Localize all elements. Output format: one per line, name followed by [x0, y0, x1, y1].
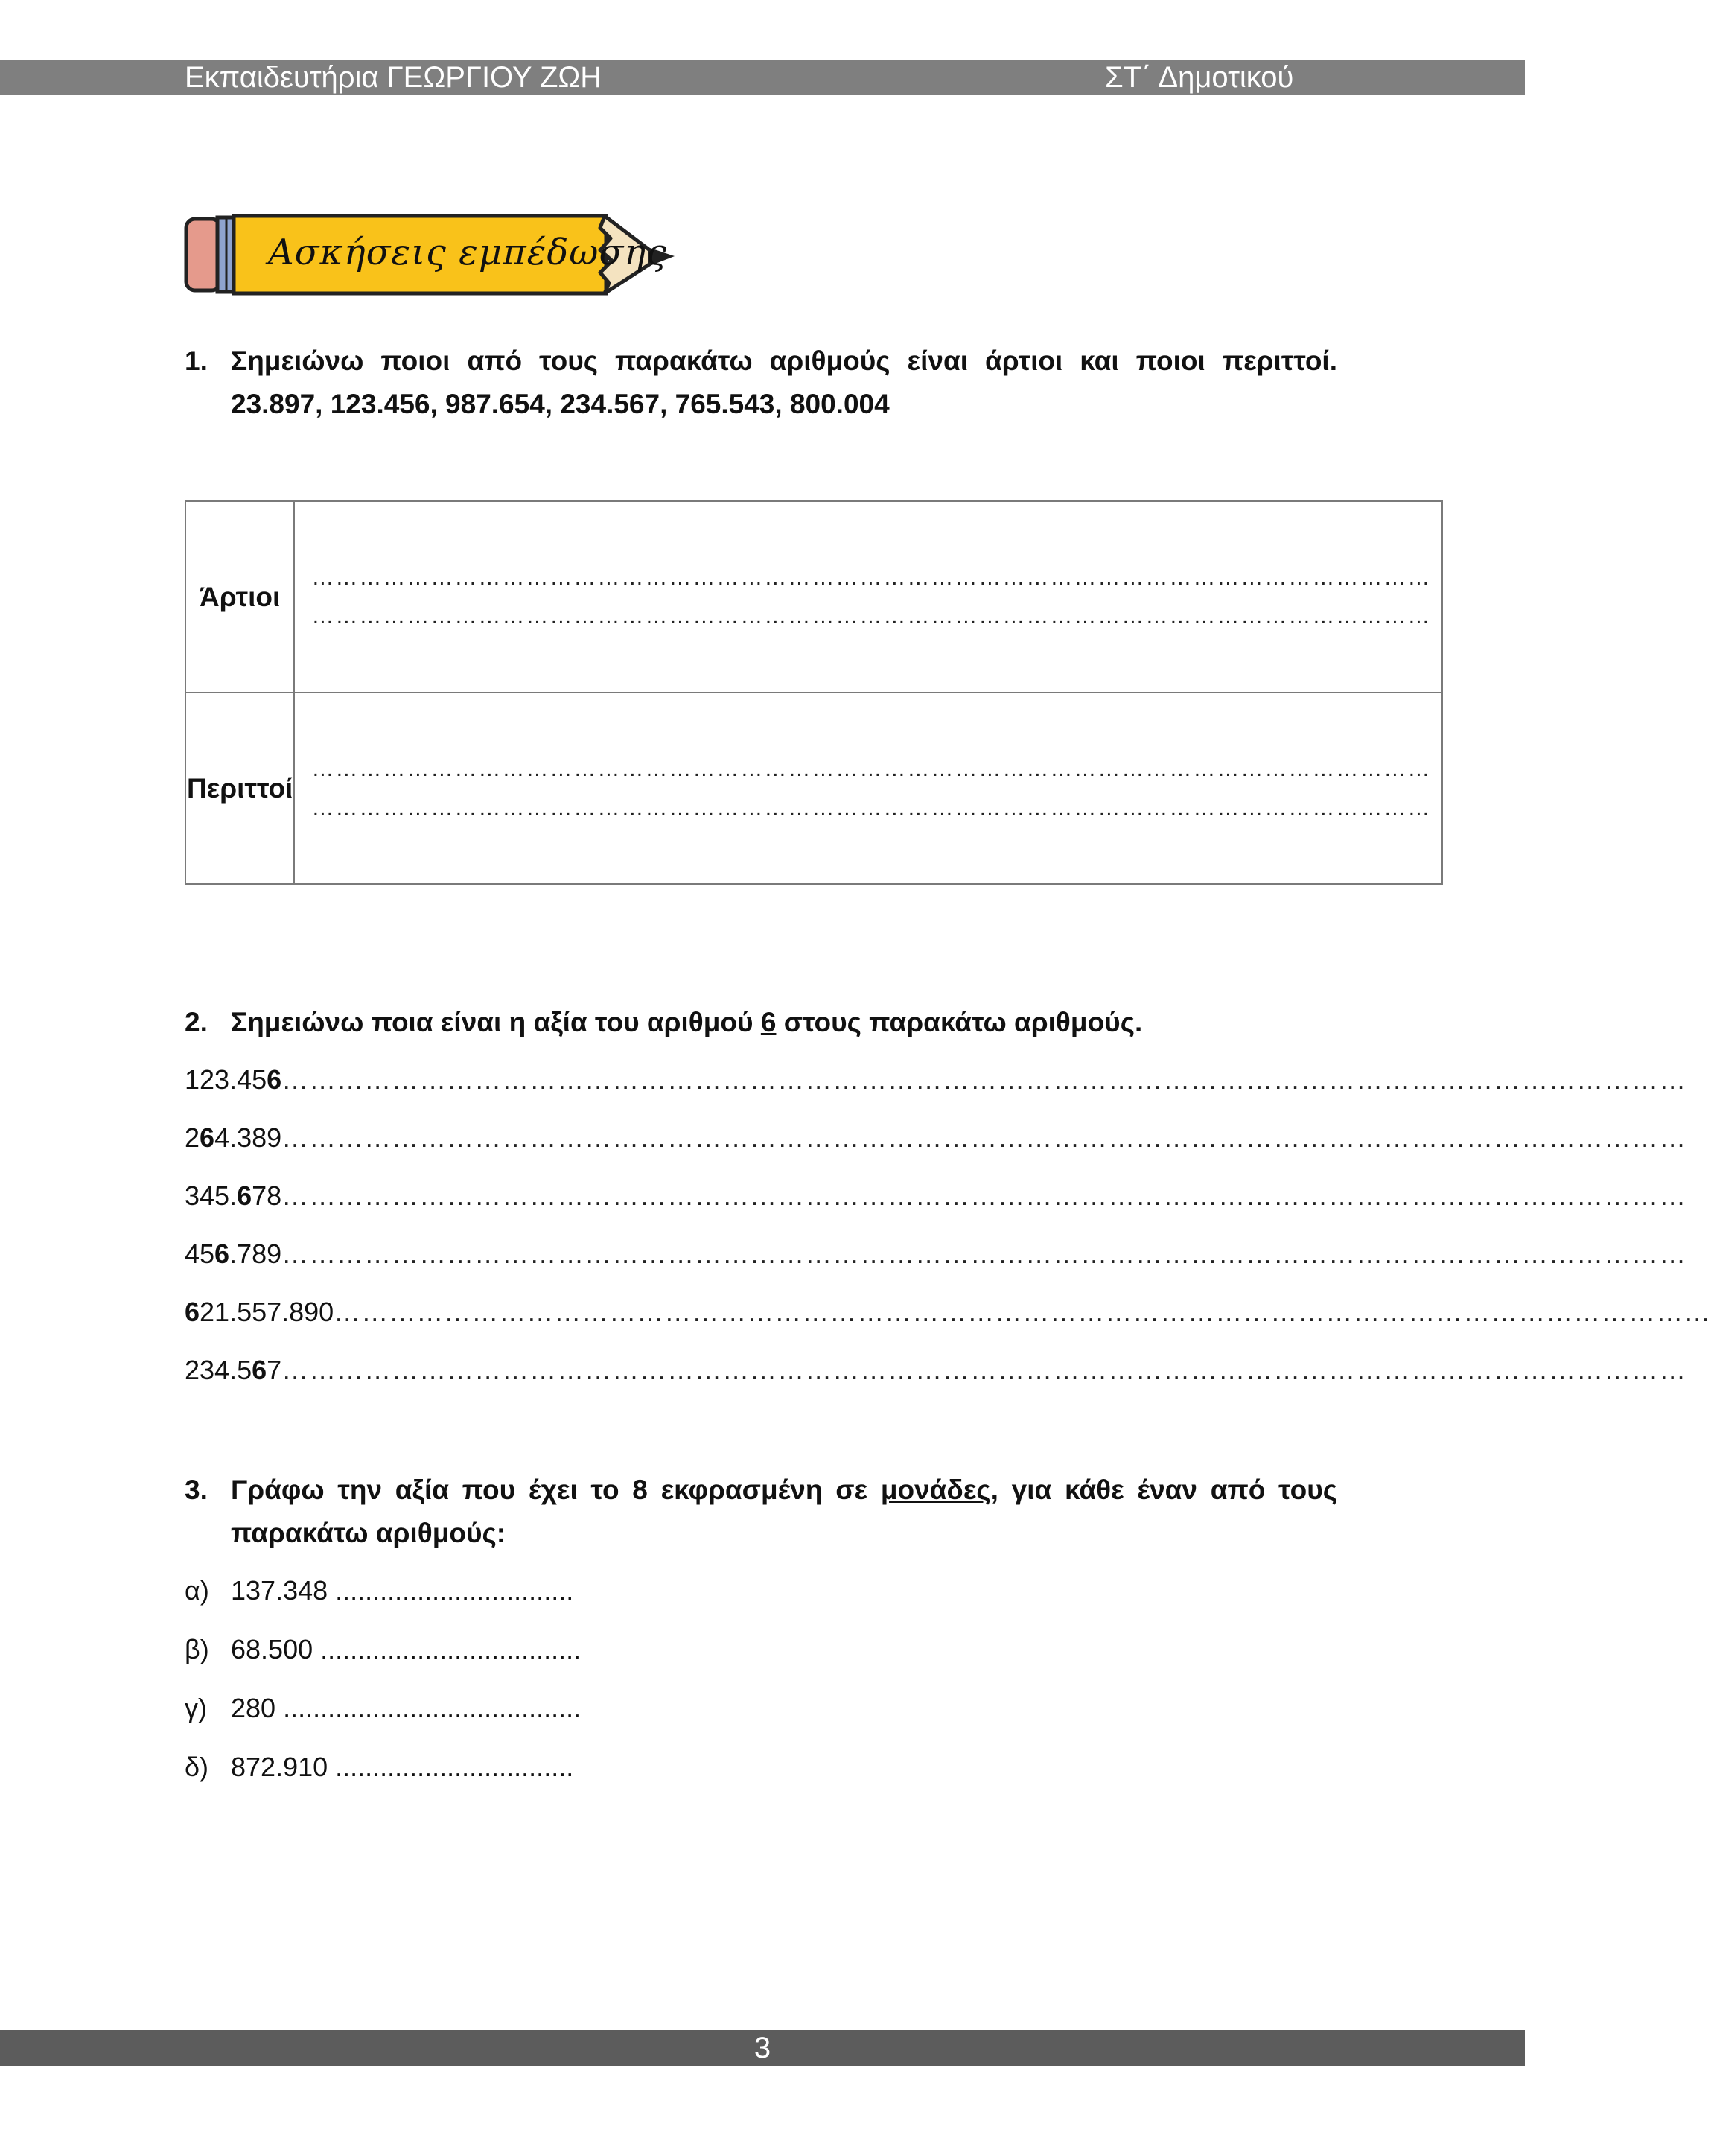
list-item[interactable]: 68.500 ................................... [231, 1634, 582, 1664]
table-row [185, 693, 1442, 884]
grade-label: ΣΤ΄ Δημοτικού [1105, 61, 1294, 94]
question-2-text: Σημειώνω ποια είναι η αξία του αριθμού 6 στους παρακάτω αριθμούς. [231, 1007, 1143, 1037]
answer-line: …………………………………………………………………………………………………………………………… [311, 795, 1432, 820]
underlined-word: μονάδες [880, 1475, 991, 1505]
odd-label: Περιττοί [185, 693, 294, 884]
table-row [185, 501, 1442, 693]
item-letter: β) [185, 1634, 209, 1664]
underlined-digit: 6 [760, 1007, 777, 1037]
answer-line: …………………………………………………………………………………………………………………………… [311, 756, 1432, 781]
list-item[interactable]: 621.557.890…………………………………………………………………………………………………………………………………… [185, 1297, 1711, 1327]
page-header [0, 60, 1525, 95]
question-1-numbers: 23.897, 123.456, 987.654, 234.567, 765.543, 800.004 [231, 389, 890, 419]
answer-line: …………………………………………………………………………………………………………………………… [311, 603, 1432, 629]
odd-answer-area[interactable] [294, 693, 1442, 884]
parity-table [185, 500, 1443, 885]
page-number: 3 [753, 2032, 771, 2064]
list-item[interactable]: 123.456……………………………………………………………………………………………………………………………………… [185, 1064, 1687, 1095]
answer-line: …………………………………………………………………………………………………………………………… [311, 565, 1432, 590]
question-3-number: 3. [185, 1475, 208, 1505]
banner-title: Ασκήσεις εμπέδωσης [268, 232, 667, 273]
list-item[interactable]: 280 ........................................ [231, 1693, 582, 1723]
list-item[interactable]: 137.348 ................................ [231, 1575, 574, 1606]
question-1-text: Σημειώνω ποιοι από τους παρακάτω αριθμούς είναι άρτιοι και ποιοι περιττοί. [231, 346, 1337, 376]
question-3-text-line2: παρακάτω αριθμούς: [231, 1518, 506, 1548]
list-item[interactable]: 456.789……………………………………………………………………………………………………………………………………… [185, 1238, 1687, 1269]
list-item[interactable]: 264.389……………………………………………………………………………………………………………………………………… [185, 1122, 1687, 1153]
list-item[interactable]: 345.678……………………………………………………………………………………………………………………………………… [185, 1180, 1687, 1211]
even-answer-area[interactable] [294, 501, 1442, 693]
item-letter: α) [185, 1575, 209, 1606]
even-label: Άρτιοι [185, 501, 294, 693]
item-letter: δ) [185, 1752, 209, 1782]
list-item[interactable]: 234.567……………………………………………………………………………………………………………………………………… [185, 1355, 1687, 1385]
list-item[interactable]: 872.910 ................................ [231, 1752, 574, 1782]
school-name: Εκπαιδευτήρια ΓΕΩΡΓΙΟΥ ΖΩΗ [185, 61, 602, 94]
question-3-text: Γράφω την αξία που έχει το 8 εκφρασμένη σε μονάδες, για κάθε έναν από τους [231, 1475, 1337, 1505]
question-1-number: 1. [185, 346, 208, 376]
question-2-number: 2. [185, 1007, 208, 1037]
item-letter: γ) [185, 1693, 207, 1723]
page-footer [0, 2030, 1525, 2066]
